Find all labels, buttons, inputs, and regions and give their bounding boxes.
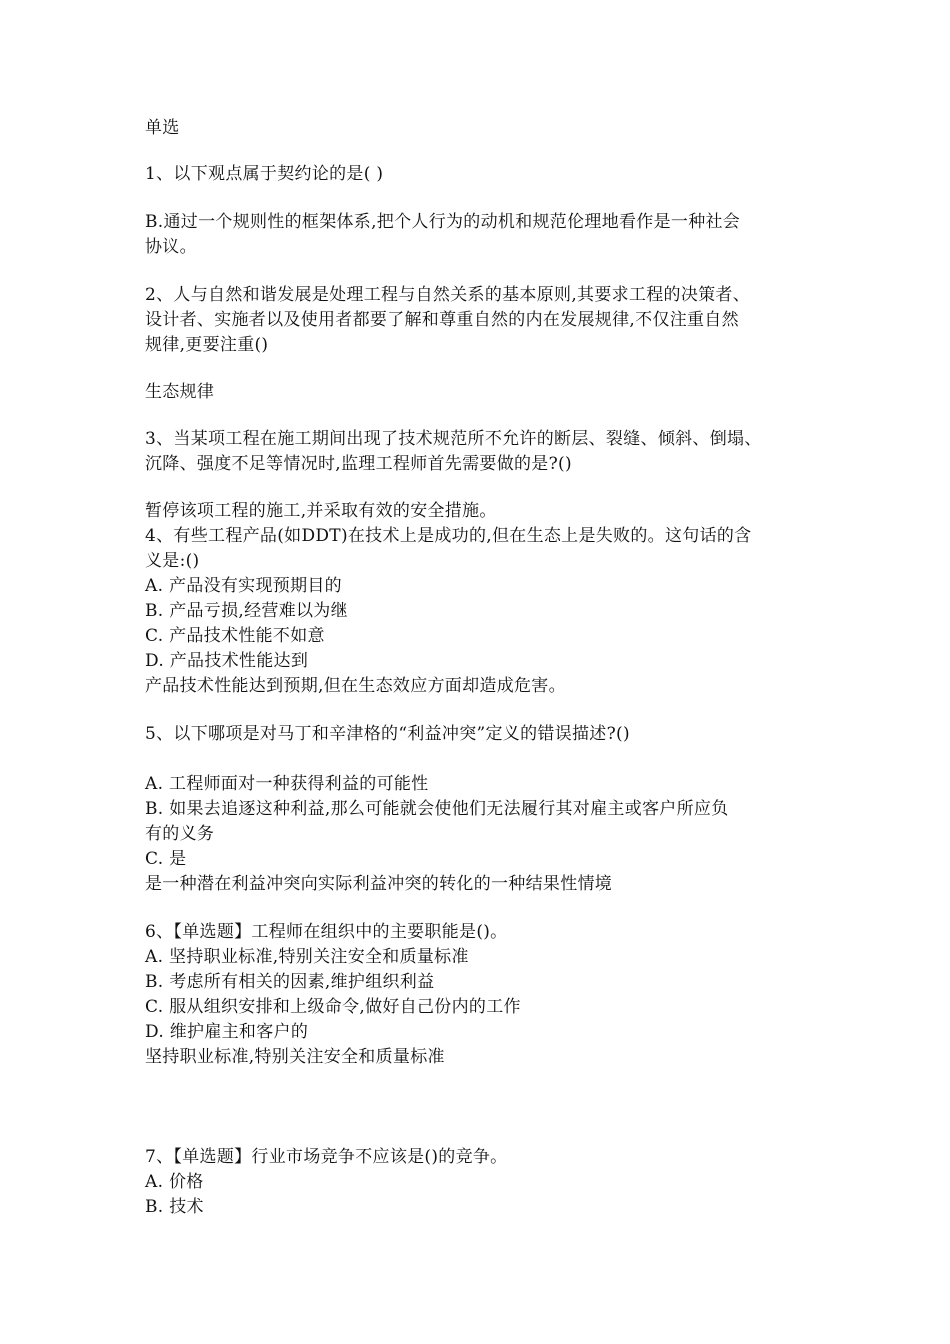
question-6: 6、【单选题】工程师在组织中的主要职能是()。 (145, 922, 508, 942)
question-4-option-b: B. 产品亏损,经营难以为继 (145, 601, 348, 621)
question-5: 5、以下哪项是对马丁和辛津格的“利益冲突”定义的错误描述?() (145, 724, 630, 744)
answer-2: 生态规律 (145, 382, 215, 402)
question-6-option-d: D. 维护雇主和客户的 (145, 1022, 309, 1042)
question-7-option-b: B. 技术 (145, 1197, 204, 1217)
answer-5: 是一种潜在利益冲突向实际利益冲突的转化的一种结果性情境 (145, 874, 613, 894)
answer-1-line-1: B.通过一个规则性的框架体系,把个人行为的动机和规范伦理地看作是一种社会 (145, 212, 741, 232)
question-3-line-1: 3、当某项工程在施工期间出现了技术规范所不允许的断层、裂缝、倾斜、倒塌、 (145, 429, 762, 449)
question-4-option-c: C. 产品技术性能不如意 (145, 626, 325, 646)
question-5-option-b-line-2: 有的义务 (145, 824, 215, 844)
question-7: 7、【单选题】行业市场竞争不应该是()的竞争。 (145, 1147, 508, 1167)
question-5-option-c: C. 是 (145, 849, 187, 869)
answer-4: 产品技术性能达到预期,但在生态效应方面却造成危害。 (145, 676, 566, 696)
question-4-line-1: 4、有些工程产品(如DDT)在技术上是成功的,但在生态上是失败的。这句话的含 (145, 526, 752, 546)
question-5-option-b-line-1: B. 如果去追逐这种利益,那么可能就会使他们无法履行其对雇主或客户所应负 (145, 799, 729, 819)
question-4-line-2: 义是:() (145, 551, 200, 571)
answer-3: 暂停该项工程的施工,并采取有效的安全措施。 (145, 501, 497, 521)
question-7-option-a: A. 价格 (145, 1172, 204, 1192)
question-1: 1、以下观点属于契约论的是( ) (145, 164, 384, 184)
section-heading: 单选 (145, 118, 180, 138)
answer-1-line-2: 协议。 (145, 237, 197, 257)
question-4-option-a: A. 产品没有实现预期目的 (145, 576, 342, 596)
question-6-option-a: A. 坚持职业标准,特别关注安全和质量标准 (145, 947, 469, 967)
question-2-line-1: 2、人与自然和谐发展是处理工程与自然关系的基本原则,其要求工程的决策者、 (145, 285, 751, 305)
question-2-line-3: 规律,更要注重() (145, 335, 269, 355)
question-2-line-2: 设计者、实施者以及使用者都要了解和尊重自然的内在发展规律,不仅注重自然 (145, 310, 739, 330)
question-4-option-d: D. 产品技术性能达到 (145, 651, 309, 671)
question-6-option-c: C. 服从组织安排和上级命令,做好自己份内的工作 (145, 997, 521, 1017)
question-3-line-2: 沉降、强度不足等情况时,监理工程师首先需要做的是?() (145, 454, 572, 474)
question-5-option-a: A. 工程师面对一种获得利益的可能性 (145, 774, 429, 794)
answer-6: 坚持职业标准,特别关注安全和质量标准 (145, 1047, 445, 1067)
question-6-option-b: B. 考虑所有相关的因素,维护组织利益 (145, 972, 435, 992)
